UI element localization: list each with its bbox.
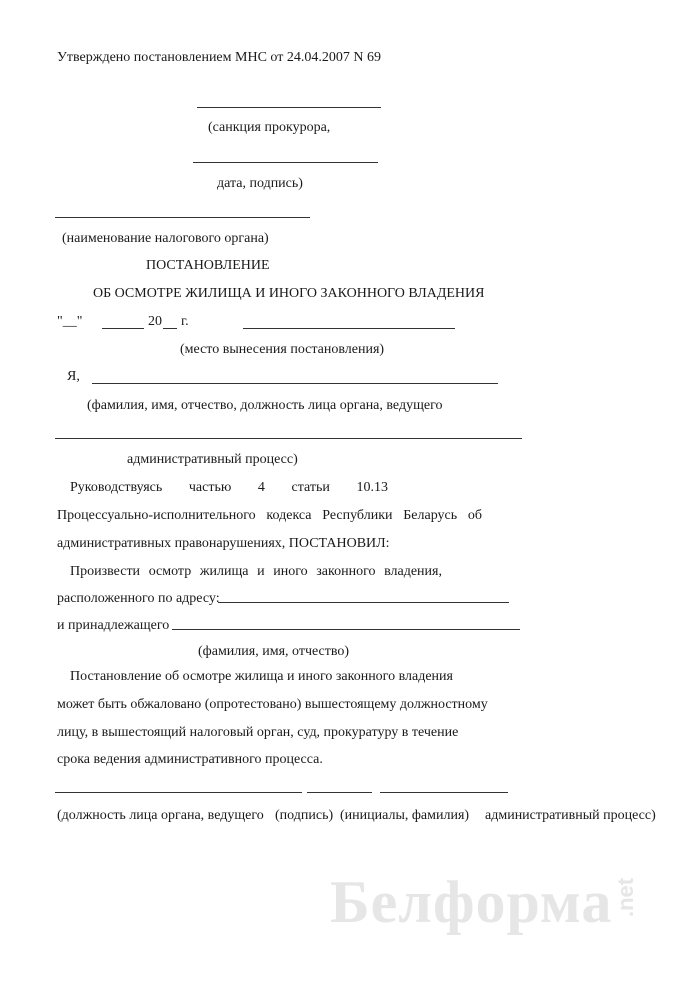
sanction-date-label: дата, подпись)	[217, 176, 303, 191]
guided-word: об	[467, 508, 482, 523]
guided-word: 10.13	[356, 480, 388, 495]
position-label: (должность лица органа, ведущего	[57, 808, 264, 823]
guided-word: частью	[188, 480, 232, 495]
signature-line	[307, 792, 372, 793]
guided-word: Процессуально-исполнительного	[57, 508, 256, 523]
sanction-date-line	[193, 162, 378, 163]
order-word: и	[257, 564, 265, 579]
official-name-line-2	[55, 438, 522, 439]
order-word: владения,	[384, 564, 442, 579]
process-label: административный процесс)	[485, 808, 656, 823]
guided-word: Республики	[322, 508, 393, 523]
date-year-prefix: 20	[148, 314, 162, 329]
tax-authority-label: (наименование налогового органа)	[62, 231, 269, 246]
appeal-line-4: срока ведения административного процесса.	[57, 752, 323, 767]
order-word: жилища	[199, 564, 249, 579]
signature-label: (подпись)	[275, 808, 334, 823]
official-name-label: (фамилия, имя, отчество, должность лица органа, ведущего	[87, 398, 443, 413]
guided-line-1	[70, 480, 388, 496]
order-word: иного	[273, 564, 308, 579]
position-line	[55, 792, 302, 793]
owner-prefix: и принадлежащего	[57, 618, 170, 633]
watermark-domain: .net	[613, 877, 638, 917]
date-year-suffix: г.	[181, 314, 189, 329]
official-name-label-cont: административный процесс)	[127, 452, 298, 467]
watermark-brand: Белформа	[330, 869, 613, 935]
appeal-line-3: лицу, в вышестоящий налоговый орган, суд, прокуратуру в течение	[57, 725, 459, 740]
order-word: законного	[316, 564, 376, 579]
official-name-line	[92, 383, 498, 384]
doc-title: ПОСТАНОВЛЕНИЕ	[146, 258, 270, 273]
owner-label: (фамилия, имя, отчество)	[198, 644, 350, 659]
guided-line-2	[57, 508, 482, 524]
place-label: (место вынесения постановления)	[180, 342, 385, 357]
address-line	[218, 602, 509, 603]
owner-line	[172, 629, 520, 630]
approval-note: Утверждено постановлением МНС от 24.04.2007 N 69	[57, 50, 381, 65]
tax-authority-line	[55, 217, 310, 218]
address-prefix: расположенного по адресу:	[57, 591, 220, 606]
initials-label: (инициалы, фамилия)	[340, 808, 470, 823]
place-line	[243, 328, 455, 329]
order-word: осмотр	[148, 564, 192, 579]
guided-word: Беларусь	[403, 508, 458, 523]
i-prefix: Я,	[67, 369, 80, 384]
guided-word: кодекса	[266, 508, 312, 523]
date-month-line	[102, 328, 144, 329]
doc-subtitle: ОБ ОСМОТРЕ ЖИЛИЩА И ИНОГО ЗАКОННОГО ВЛАДЕНИЯ	[93, 286, 485, 301]
appeal-line-1: Постановление об осмотре жилища и иного законного владения	[70, 669, 453, 684]
guided-word: Руководствуясь	[70, 480, 163, 495]
order-word: Произвести	[70, 564, 141, 579]
date-year-line	[163, 328, 177, 329]
sanction-label: (санкция прокурора,	[208, 120, 331, 135]
guided-word: 4	[257, 480, 265, 495]
appeal-line-2: может быть обжаловано (опротестовано) вышестоящему должностному	[57, 697, 488, 712]
order-line-1	[70, 564, 442, 580]
guided-word: статьи	[291, 480, 330, 495]
sanction-line	[197, 107, 381, 108]
initials-line	[380, 792, 508, 793]
guided-line-3: административных правонарушениях, ПОСТАНОВИЛ:	[57, 536, 390, 551]
date-day: "__"	[57, 314, 83, 329]
